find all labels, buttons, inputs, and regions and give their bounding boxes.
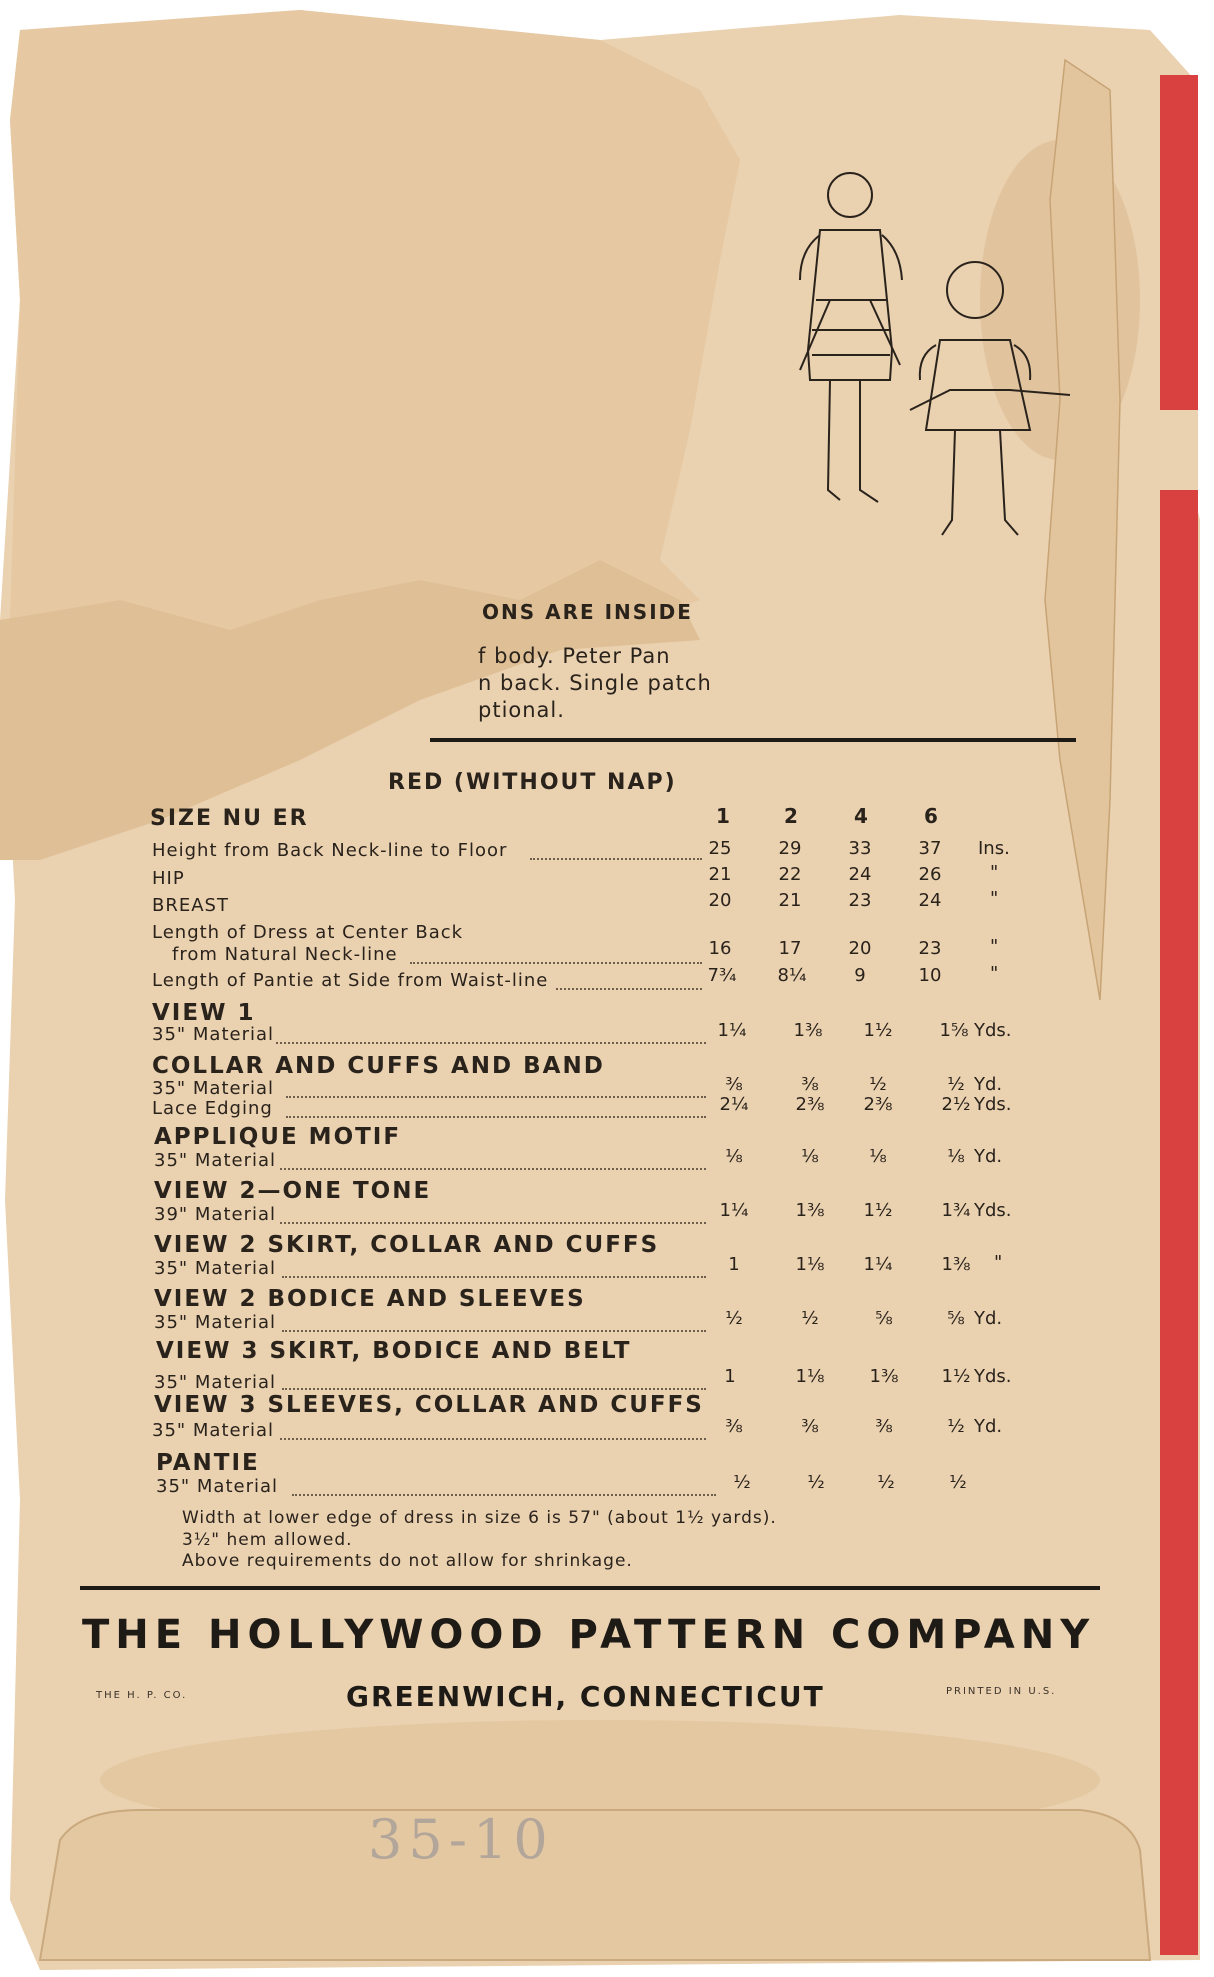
row-value: ⅛ [801,1146,819,1167]
row-value: 2¼ [719,1094,749,1115]
section-title: PANTIE [156,1450,260,1476]
measurement-value: 21 [708,864,732,885]
measurement-unit: " [990,963,999,984]
leader-dots [410,960,702,964]
row-value: ⅜ [801,1416,819,1437]
row-value: ⅜ [801,1074,819,1095]
row-value: 1⅜ [793,1020,823,1041]
children-illustration [760,150,1090,550]
measurement-value: 9 [854,965,866,986]
row-label: 35" Material [152,1420,275,1441]
leader-dots [282,1386,706,1390]
row-label: 35" Material [152,1078,275,1099]
row-unit: Yd. [974,1308,1003,1329]
measurement-value: 24 [918,890,942,911]
size-number-label: SIZE NU ER [150,806,309,831]
measurement-value: 24 [848,864,872,885]
section-title: VIEW 1 [152,1000,256,1026]
size-col: 1 [716,804,732,828]
row-value: 1 [728,1254,740,1275]
leader-dots [280,1220,706,1224]
hp-co-mark: THE H. P. CO. [96,1690,188,1701]
row-value: 2⅜ [863,1094,893,1115]
row-unit: Yds. [974,1366,1012,1387]
row-value: 1⅝ [939,1020,969,1041]
row-value: 1⅛ [795,1254,825,1275]
row-value: ½ [733,1472,751,1493]
row-value: ½ [725,1308,743,1329]
leader-dots [292,1492,716,1496]
measurement-value: 37 [918,838,942,859]
leader-dots [286,1094,706,1098]
measurement-label: Length of Pantie at Side from Waist-line [152,970,549,991]
row-value: ⅝ [947,1308,965,1329]
row-unit: Yd. [974,1074,1003,1095]
leader-dots [280,1166,706,1170]
row-unit: Yds. [974,1200,1012,1221]
top-rule [430,738,1076,742]
row-label: 35" Material [154,1372,277,1393]
row-value: 2⅜ [795,1094,825,1115]
measurement-value: 23 [848,890,872,911]
measurement-label: HIP [152,868,185,889]
measurement-value: 29 [778,838,802,859]
size-col: 6 [924,804,940,828]
row-value: ½ [807,1472,825,1493]
row-value: 1 [724,1366,736,1387]
measurement-label: Height from Back Neck-line to Floor [152,840,508,861]
row-value: ½ [949,1472,967,1493]
stamped-number: 35-10 [368,1808,554,1871]
description-line-3: ptional. [478,698,565,722]
row-unit: Yds. [974,1094,1012,1115]
row-value: 1¼ [863,1254,893,1275]
measurement-value: 22 [778,864,802,885]
row-value: 1¼ [719,1200,749,1221]
row-value: ⅛ [869,1146,887,1167]
measurement-value: 8¼ [777,965,807,986]
leader-dots [280,1436,706,1440]
description-line-2: n back. Single patch [478,671,712,695]
row-unit: Yd. [974,1146,1003,1167]
row-value: 1¼ [717,1020,747,1041]
company-city: GREENWICH, CONNECTICUT [346,1680,825,1713]
row-value: ½ [877,1472,895,1493]
row-value: 1½ [863,1020,893,1041]
measurement-value: 26 [918,864,942,885]
row-value: ⅛ [947,1146,965,1167]
measurement-value: 25 [708,838,732,859]
row-unit: Yd. [974,1416,1003,1437]
bottom-flap [40,1810,1150,1960]
measurement-value: 21 [778,890,802,911]
measurement-unit: " [990,936,999,957]
red-edge-strip [1160,75,1198,1955]
row-label: Lace Edging [152,1098,273,1119]
measurement-value: 7¾ [707,965,737,986]
row-value: ½ [801,1308,819,1329]
company-name: THE HOLLYWOOD PATTERN COMPANY [82,1612,1096,1658]
row-value: ⅜ [875,1416,893,1437]
section-title: COLLAR AND CUFFS AND BAND [152,1053,605,1079]
row-label: 35" Material [154,1312,277,1333]
leader-dots [286,1114,706,1118]
measurement-label: Length of Dress at Center Back [152,922,464,943]
leader-dots [556,986,702,990]
measurement-label-cont: from Natural Neck-line [172,944,398,965]
note-hem: 3½" hem allowed. [182,1530,353,1550]
row-value: 1⅜ [869,1366,899,1387]
row-value: ⅜ [725,1074,743,1095]
row-label: 35" Material [152,1024,275,1045]
measurement-value: 16 [708,938,732,959]
size-col: 2 [784,804,800,828]
measurement-unit: " [990,862,999,883]
section-title: VIEW 2 SKIRT, COLLAR AND CUFFS [154,1232,660,1258]
measurement-unit: " [990,888,999,909]
measurement-value: 33 [848,838,872,859]
note-width: Width at lower edge of dress in size 6 is 57" (about 1½ yards). [182,1508,777,1528]
instructions-heading-fragment: ONS ARE INSIDE [482,600,693,624]
measurement-value: 20 [708,890,732,911]
row-value: 2½ [941,1094,971,1115]
row-value: ½ [947,1074,965,1095]
size-col: 4 [854,804,870,828]
leader-dots [282,1274,706,1278]
description-line-1: f body. Peter Pan [478,644,671,668]
section-title: APPLIQUE MOTIF [154,1124,402,1150]
row-value: ⅜ [725,1416,743,1437]
leader-dots [276,1040,706,1044]
row-unit: " [994,1252,1003,1273]
measurement-value: 10 [918,965,942,986]
row-label: 35" Material [156,1476,279,1497]
row-label: 39" Material [154,1204,277,1225]
measurement-value: 17 [778,938,802,959]
leader-dots [530,856,702,860]
row-value: 1½ [863,1200,893,1221]
section-title: VIEW 3 SLEEVES, COLLAR AND CUFFS [154,1392,704,1418]
note-shrinkage: Above requirements do not allow for shrinkage. [182,1551,633,1571]
row-value: 1¾ [941,1200,971,1221]
section-title: VIEW 3 SKIRT, BODICE AND BELT [156,1338,632,1364]
row-value: ⅛ [725,1146,743,1167]
row-value: 1⅜ [941,1254,971,1275]
printed-in-mark: PRINTED IN U.S. [946,1686,1057,1697]
section-title: VIEW 2—ONE TONE [154,1178,432,1204]
measurement-value: 23 [918,938,942,959]
row-unit: Yds. [974,1020,1012,1041]
row-label: 35" Material [154,1258,277,1279]
measurement-unit: Ins. [978,838,1010,859]
measurement-label: BREAST [152,895,229,916]
footer-rule [80,1586,1100,1590]
row-value: ⅝ [875,1308,893,1329]
row-value: ½ [869,1074,887,1095]
row-value: 1⅛ [795,1366,825,1387]
leader-dots [282,1328,706,1332]
yardage-heading: RED (WITHOUT NAP) [388,770,677,795]
row-value: 1⅜ [795,1200,825,1221]
row-label: 35" Material [154,1150,277,1171]
row-value: ½ [947,1416,965,1437]
measurement-value: 20 [848,938,872,959]
section-title: VIEW 2 BODICE AND SLEEVES [154,1286,586,1312]
row-value: 1½ [941,1366,971,1387]
